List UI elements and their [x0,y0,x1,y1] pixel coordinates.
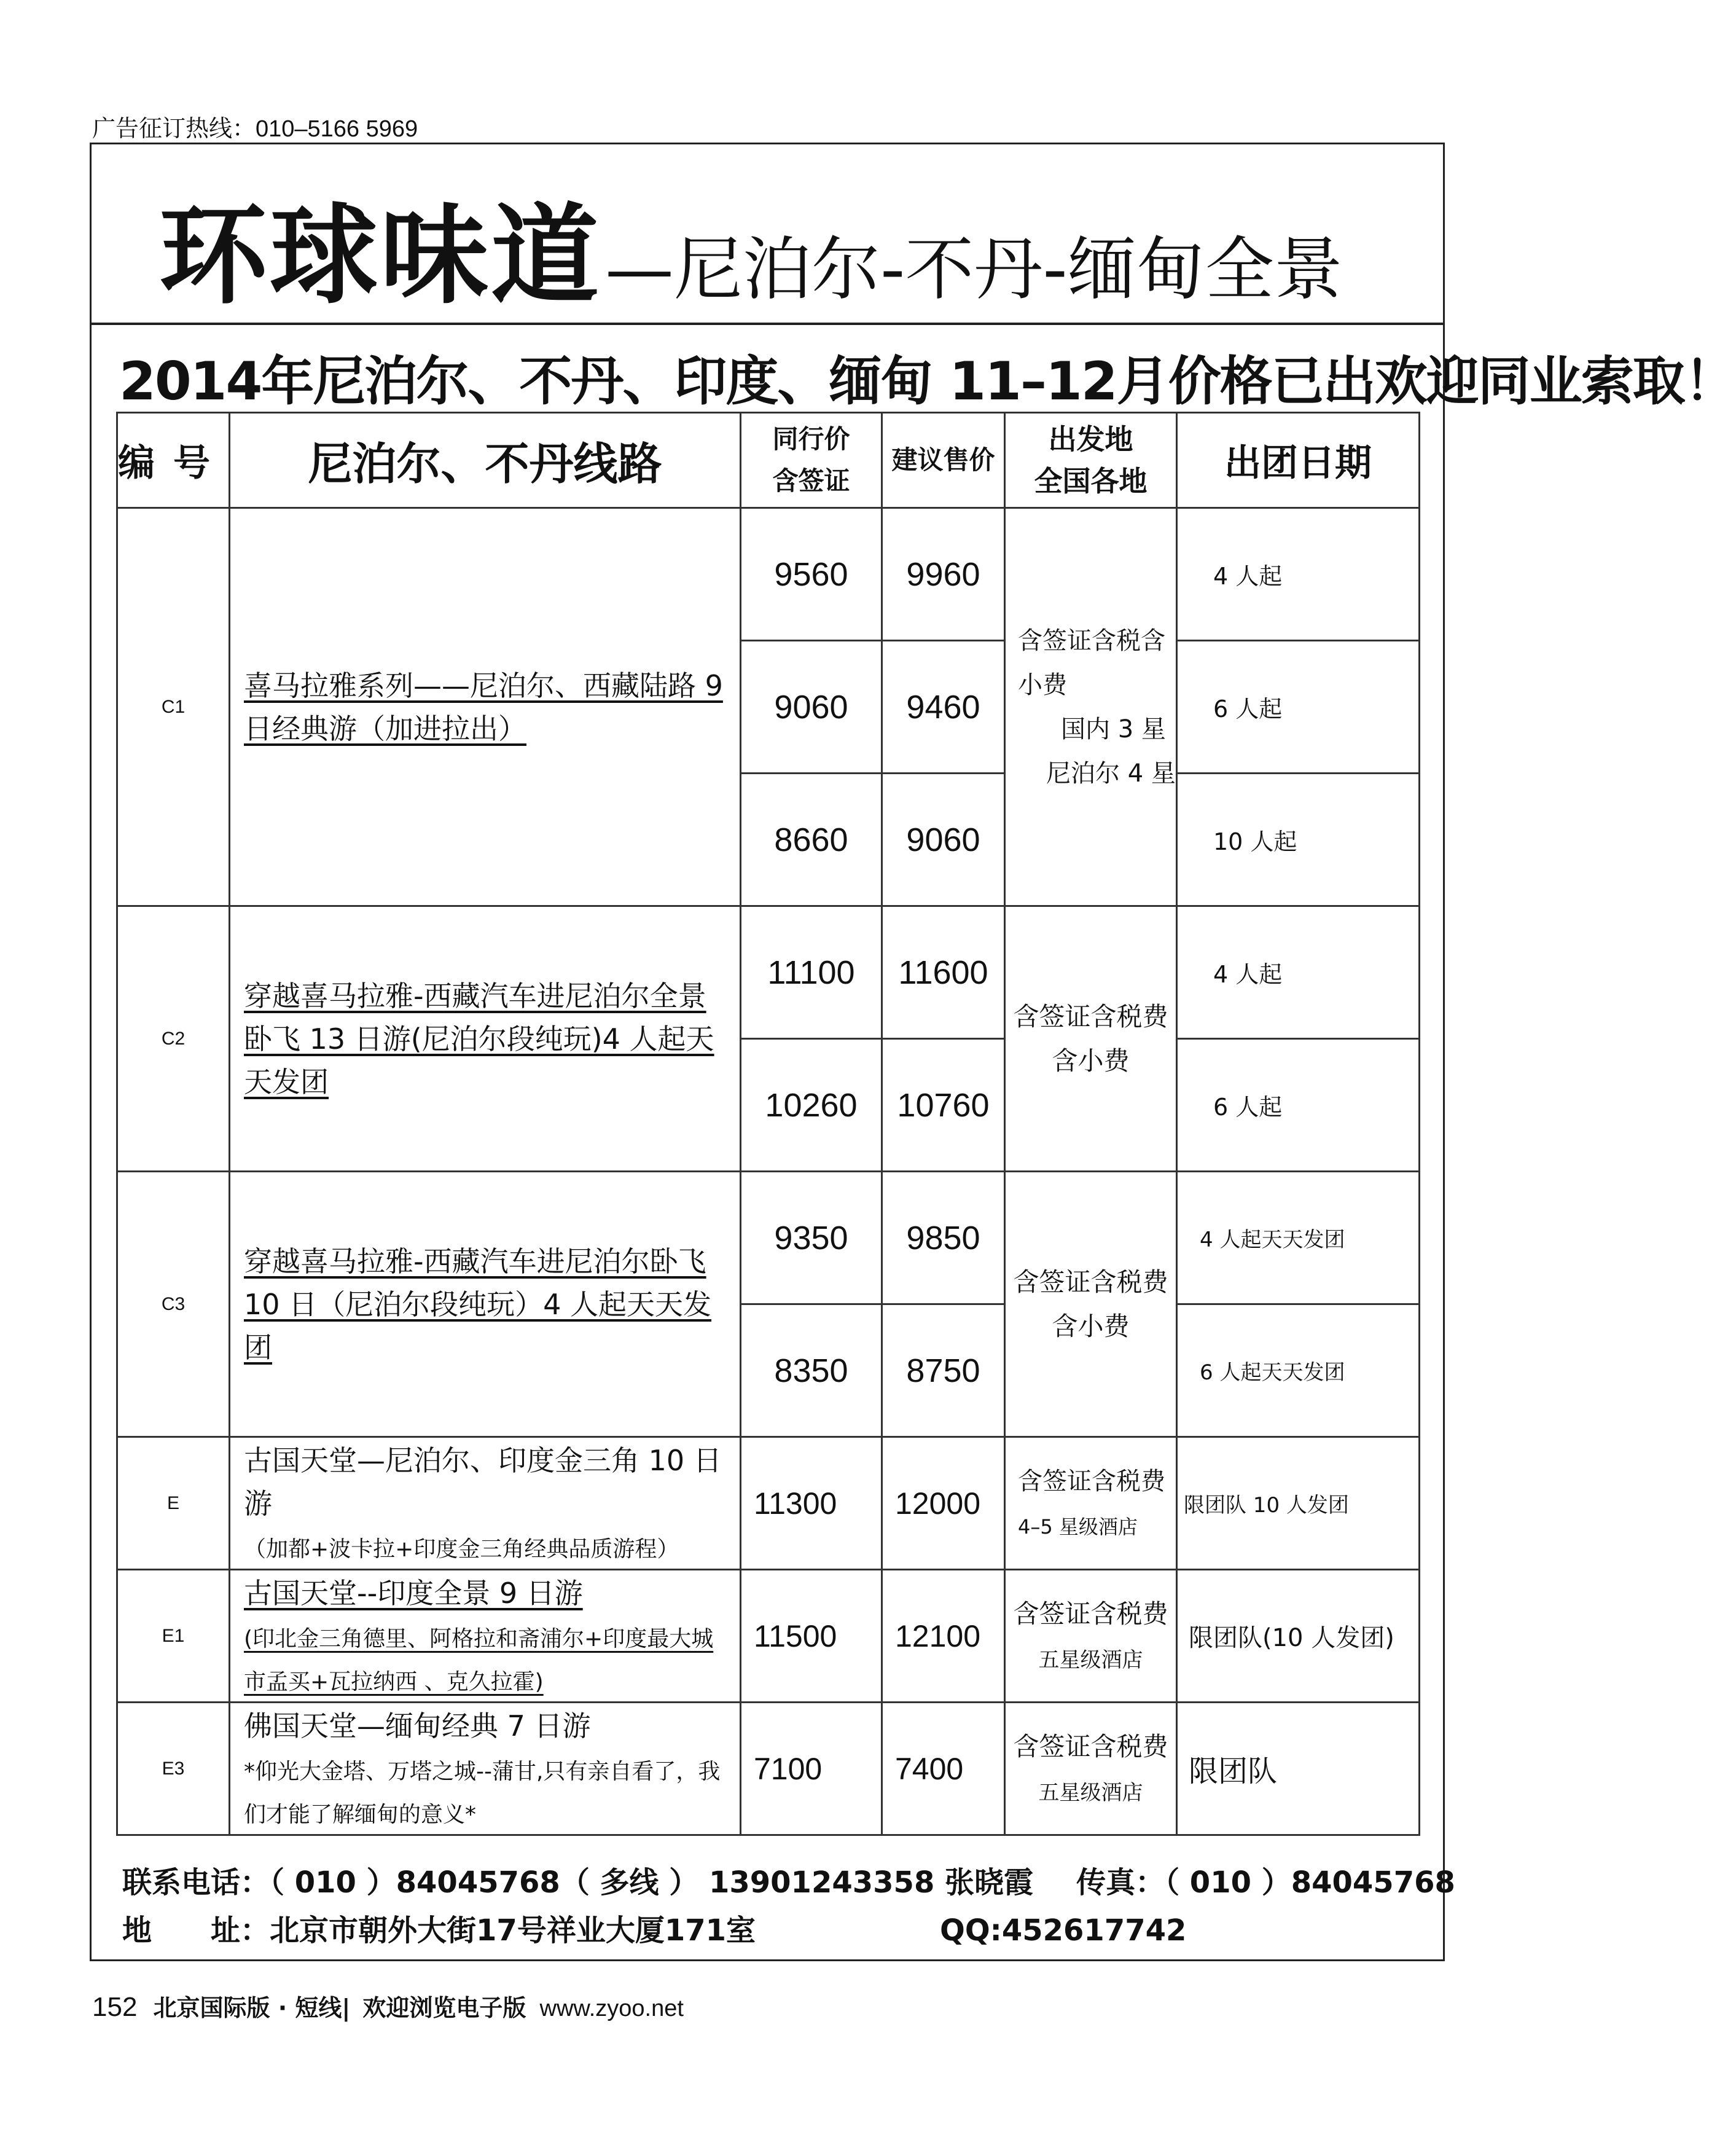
suggested-price: 9460 [882,641,1005,774]
peer-price: 8350 [741,1304,882,1437]
suggested-price: 11600 [882,906,1005,1039]
suggested-price: 10760 [882,1039,1005,1172]
ad-hotline: 广告征订热线：010–5166 5969 [92,116,418,142]
header-departure: 出发地 全国各地 [1005,413,1177,508]
suggested-price: 9960 [882,508,1005,641]
suggested-price: 9850 [882,1172,1005,1304]
peer-price: 11100 [741,906,882,1039]
header-route: 尼泊尔、不丹线路 [230,413,741,508]
suggested-price: 7400 [882,1703,1005,1835]
peer-price: 9350 [741,1172,882,1304]
table-row [117,508,1420,641]
contact-phone-line [122,1859,1455,1901]
phone-value: （ 010 ）84045768（ 多线 ） 13901243358 张晓霞 [270,1865,1034,1900]
route-code: C2 [117,906,230,1172]
peer-price: 9560 [741,508,882,641]
group-size: 6 人起 [1177,641,1420,774]
route-name: 喜马拉雅系列——尼泊尔、西藏陆路 9 日经典游（加进拉出） [230,508,741,906]
address-label: 地 址： [122,1913,270,1948]
peer-price: 11300 [741,1437,882,1570]
includes: 含签证含税费 含小费 [1005,1172,1177,1437]
route-price-table [116,412,1420,1836]
phone-label: 联系电话： [122,1865,270,1900]
address-value: 北京市朝外大街17号祥业大厦171室 [270,1913,756,1948]
route-code: E3 [117,1703,230,1835]
group-size: 4 人起 [1177,906,1420,1039]
group-size: 限团队 10 人发团 [1177,1437,1420,1570]
includes: 含签证含税费 五星级酒店 [1005,1570,1177,1703]
suggested-price: 9060 [882,774,1005,906]
title-sub: —尼泊尔-不丹-缅甸全景 [605,230,1343,310]
peer-price: 7100 [741,1703,882,1835]
contact-address-line [122,1907,1186,1949]
website-link[interactable]: www.zyoo.net [539,1996,684,2021]
includes: 含签证含税含小费 国内 3 星 尼泊尔 4 星 [1005,508,1177,906]
group-size: 6 人起天天发团 [1177,1304,1420,1437]
header-no: 编号 [117,413,230,508]
includes: 含签证含税费 4–5 星级酒店 [1005,1437,1177,1570]
group-size: 4 人起 [1177,508,1420,641]
table-row [117,1703,1420,1835]
peer-price: 8660 [741,774,882,906]
includes: 含签证含税费 含小费 [1005,906,1177,1172]
peer-price: 10260 [741,1039,882,1172]
group-size: 10 人起 [1177,774,1420,906]
title-divider [92,323,1443,325]
group-size: 限团队 [1177,1703,1420,1835]
publication-name: 北京国际版 · 短线| [153,1994,351,2021]
group-size: 4 人起天天发团 [1177,1172,1420,1304]
route-code: C1 [117,508,230,906]
suggested-price: 12000 [882,1437,1005,1570]
suggested-price: 8750 [882,1304,1005,1437]
peer-price: 9060 [741,641,882,774]
table-row [117,1172,1420,1304]
header-dates: 出团日期 [1177,413,1420,508]
price-banner: 2014年尼泊尔、不丹、印度、缅甸 11–12月价格已出欢迎同业索取！ [119,351,1736,412]
group-size: 限团队(10 人发团) [1177,1570,1420,1703]
route-name: 古国天堂--印度全景 9 日游 (印北金三角德里、阿格拉和斋浦尔+印度最大城市孟买+瓦拉纳西 、克久拉霍) [230,1570,741,1703]
fax-label: 传真： [1076,1865,1165,1900]
includes: 含签证含税费 五星级酒店 [1005,1703,1177,1835]
title-main: 环球味道 [159,193,602,319]
peer-price: 11500 [741,1570,882,1703]
table-row [117,906,1420,1039]
table-row [117,1570,1420,1703]
route-name: 古国天堂—尼泊尔、印度金三角 10 日游 （加都+波卡拉+印度金三角经典品质游程） [230,1437,741,1570]
browse-text: 欢迎浏览电子版 [362,1994,526,2021]
route-code: C3 [117,1172,230,1437]
route-name: 佛国天堂—缅甸经典 7 日游 *仰光大金塔、万塔之城--蒲甘,只有亲自看了，我们才能了解缅甸的意义* [230,1703,741,1835]
table-header-row [117,413,1420,508]
suggested-price: 12100 [882,1570,1005,1703]
qq-value: QQ:452617742 [940,1913,1187,1948]
page-title [159,169,1343,324]
header-suggested-price: 建议售价 [882,413,1005,508]
route-name: 穿越喜马拉雅-西藏汽车进尼泊尔卧飞 10 日（尼泊尔段纯玩）4 人起天天发团 [230,1172,741,1437]
page-number: 152 [92,1992,138,2022]
route-code: E [117,1437,230,1570]
table-row [117,1437,1420,1570]
route-name: 穿越喜马拉雅-西藏汽车进尼泊尔全景卧飞 13 日游(尼泊尔段纯玩)4 人起天天发团 [230,906,741,1172]
page-footer [92,1989,684,2023]
route-code: E1 [117,1570,230,1703]
fax-value: （ 010 ）84045768 [1165,1865,1455,1900]
group-size: 6 人起 [1177,1039,1420,1172]
header-peer-price: 同行价 含签证 [741,413,882,508]
ad-frame [90,143,1736,1961]
